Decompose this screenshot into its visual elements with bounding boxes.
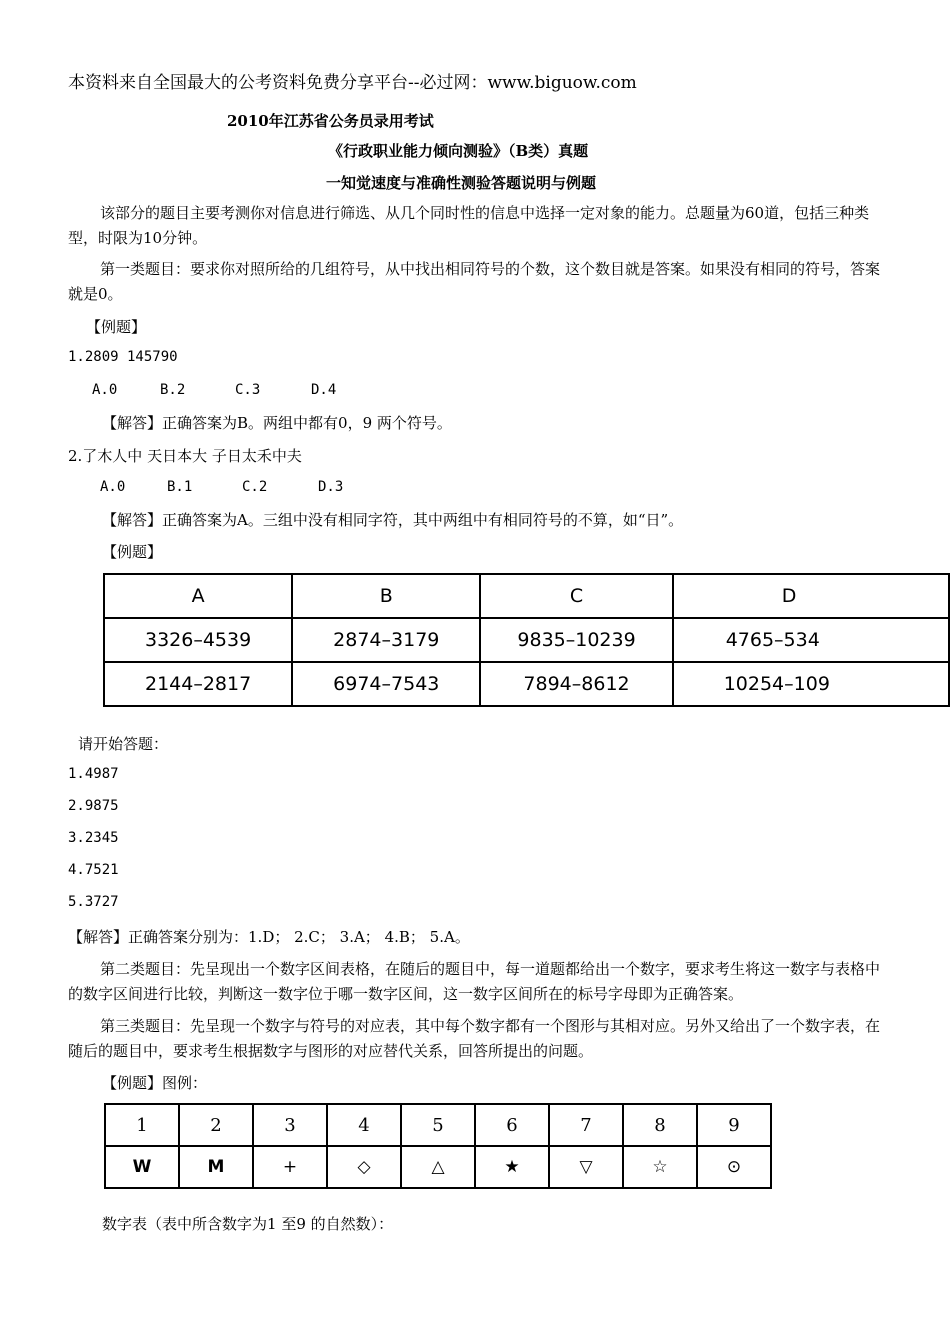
symbol-glyph: ★ [475,1146,549,1188]
q1-answer: 【解答】正确答案为B。两组中都有0，9 两个符号。 [102,414,452,432]
symbol-glyph: △ [401,1146,475,1188]
range-cell: 2874–3179 [292,618,480,662]
example-label: 【例题】 [86,318,147,336]
symbol-number: 1 [105,1104,179,1146]
range-cell: 4765–534 [673,618,949,662]
q1-option-d: D.4 [311,382,337,398]
symbol-glyph: W [105,1146,179,1188]
range-header-d: D [673,574,949,618]
symbol-number: 8 [623,1104,697,1146]
q2-option-d: D.3 [318,479,344,495]
symbol-glyph: M [179,1146,253,1188]
range-table [103,573,950,707]
question-1: 1.2809 145790 [68,349,178,365]
exam-title: 2010年江苏省公务员录用考试 [227,112,434,130]
q1-option-c: C.3 [235,382,261,398]
section-title: 一知觉速度与准确性测验答题说明与例题 [326,174,597,192]
symbol-number: 5 [401,1104,475,1146]
symbol-glyph: ▽ [549,1146,623,1188]
number-table-label: 数字表（表中所含数字为1 至9 的自然数）： [102,1215,394,1233]
symbol-number: 9 [697,1104,771,1146]
start-label: 请开始答题： [78,735,169,753]
range-header-a: A [104,574,292,618]
symbol-number: 3 [253,1104,327,1146]
range-cell: 7894–8612 [480,662,672,706]
intro-paragraph: 该部分的题目主要考测你对信息进行筛选、从几个同时性的信息中选择一定对象的能力。总题量为60道，包括三种类型，时限为10分钟。 [68,204,870,247]
practice-question-5: 5.3727 [68,894,119,910]
exam-subtitle: 《行政职业能力倾向测验》（B类）真题 [328,142,589,160]
symbol-number: 7 [549,1104,623,1146]
symbol-glyph: + [253,1146,327,1188]
range-cell: 2144–2817 [104,662,292,706]
symbol-number: 6 [475,1104,549,1146]
type1-paragraph: 第一类题目：要求你对照所给的几组符号，从中找出相同符号的个数，这个数目就是答案。如果没有相同的符号，答案就是0。 [68,260,881,303]
example-figure-label: 【例题】图例： [102,1074,208,1092]
symbol-glyph: ⊙ [697,1146,771,1188]
q2-answer: 【解答】正确答案为A。三组中没有相同字符，其中两组中有相同符号的不算，如“日”。 [102,511,684,529]
q2-option-b: B.1 [167,479,193,495]
practice-question-4: 4.7521 [68,862,119,878]
practice-question-3: 3.2345 [68,830,119,846]
symbol-glyph: ☆ [623,1146,697,1188]
q2-option-a: A.0 [100,479,126,495]
q2-option-c: C.2 [242,479,268,495]
range-cell: 3326–4539 [104,618,292,662]
symbol-number: 2 [179,1104,253,1146]
range-cell: 10254–109 [673,662,949,706]
q1-option-b: B.2 [160,382,186,398]
type2-paragraph: 第二类题目：先呈现出一个数字区间表格，在随后的题目中，每一道题都给出一个数字，要求考生将这一数字与表格中的数字区间进行比较，判断这一数字位于哪一数字区间，这一数字区间所在的标号字母即为正确答案。 [68,960,881,1003]
type3-paragraph: 第三类题目：先呈现一个数字与符号的对应表，其中每个数字都有一个图形与其相对应。另外又给出了一个数字表，在随后的题目中，要求考生根据数字与图形的对应替代关系，回答所提出的问题。 [68,1017,881,1060]
source-header: 本资料来自全国最大的公考资料免费分享平台--必过网：www.biguow.com [68,73,637,93]
practice-question-2: 2.9875 [68,798,119,814]
range-header-b: B [292,574,480,618]
range-header-c: C [480,574,672,618]
symbol-table [104,1103,772,1189]
q1-option-a: A.0 [92,382,118,398]
practice-answers: 【解答】正确答案分别为：1.D； 2.C； 3.A； 4.B； 5.A。 [68,928,470,946]
range-cell: 6974–7543 [292,662,480,706]
question-2: 2.了木人中 天日本大 子日太禾中夫 [68,447,302,465]
range-cell: 9835–10239 [480,618,672,662]
symbol-glyph: ◇ [327,1146,401,1188]
example-label-2: 【例题】 [102,543,163,561]
symbol-number: 4 [327,1104,401,1146]
practice-question-1: 1.4987 [68,766,119,782]
